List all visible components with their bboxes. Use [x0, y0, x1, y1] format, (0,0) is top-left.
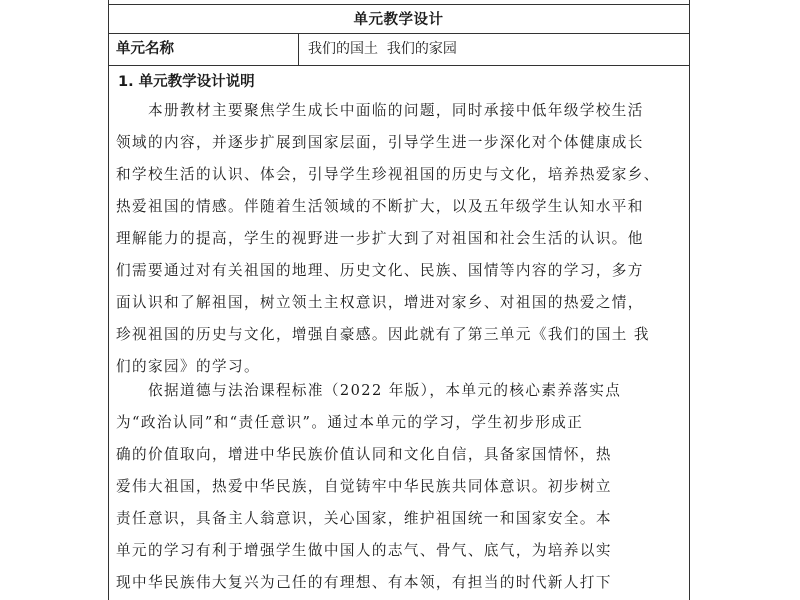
- section-heading: 1. 单元教学设计说明: [118, 74, 255, 90]
- text-line: 单元的学习有利于增强学生做中国人的志气、骨气、底气，为培养以实: [116, 542, 612, 559]
- name-cell-divider: [298, 33, 299, 65]
- title-row-top-border: [108, 4, 690, 5]
- text-line: 为“政治认同”和“责任意识”。通过本单元的学习，学生初步形成正: [116, 414, 584, 431]
- text-line: 本册教材主要聚焦学生成长中面临的问题，同时承接中低年级学校生活: [116, 102, 644, 119]
- text-line: 珍视祖国的历史与文化，增强自豪感。因此就有了第三单元《我们的国土 我: [116, 326, 650, 343]
- text-line: 们的家园》的学习。: [116, 358, 260, 375]
- text-line: 爱伟大祖国，热爱中华民族，自觉铸牢中华民族共同体意识。初步树立: [116, 478, 612, 495]
- unit-name-label: 单元名称: [116, 41, 174, 57]
- text-line: 面认识和了解祖国，树立领土主权意识，增进对家乡、对祖国的热爱之情，: [116, 294, 644, 311]
- text-line: 和学校生活的认识、体会，引导学生珍视祖国的历史与文化，培养热爱家乡、: [116, 166, 660, 183]
- title-row-bottom-border: [108, 33, 690, 34]
- paragraph-design-description: [116, 95, 688, 383]
- text-line: 理解能力的提高，学生的视野进一步扩大到了对祖国和社会生活的认识。他: [116, 230, 644, 247]
- text-line: 热爱祖国的情感。伴随着生活领域的不断扩大，以及五年级学生认知水平和: [116, 198, 644, 215]
- text-line: 领域的内容，并逐步扩展到国家层面，引导学生进一步深化对个体健康成长: [116, 134, 644, 151]
- unit-name-value: 我们的国土 我们的家园: [308, 41, 457, 57]
- table-title: 单元教学设计: [353, 12, 444, 28]
- text-line: 现中华民族伟大复兴为己任的有理想、有本领，有担当的时代新人打下: [116, 574, 612, 591]
- text-line: 依据道德与法治课程标准（2022 年版），本单元的核心素养落实点: [116, 382, 622, 399]
- text-line: 们需要通过对有关祖国的地理、历史文化、民族、国情等内容的学习，多方: [116, 262, 644, 279]
- table-left-border: [108, 0, 109, 600]
- text-line: 确的价值取向，增进中华民族价值认同和文化自信，具备家国情怀，热: [116, 446, 612, 463]
- table-right-border: [689, 0, 690, 600]
- name-row-bottom-border: [108, 65, 690, 66]
- paragraph-core-literacy: [116, 375, 688, 599]
- text-line: 责任意识，具备主人翁意识，关心国家，维护祖国统一和国家安全。本: [116, 510, 612, 527]
